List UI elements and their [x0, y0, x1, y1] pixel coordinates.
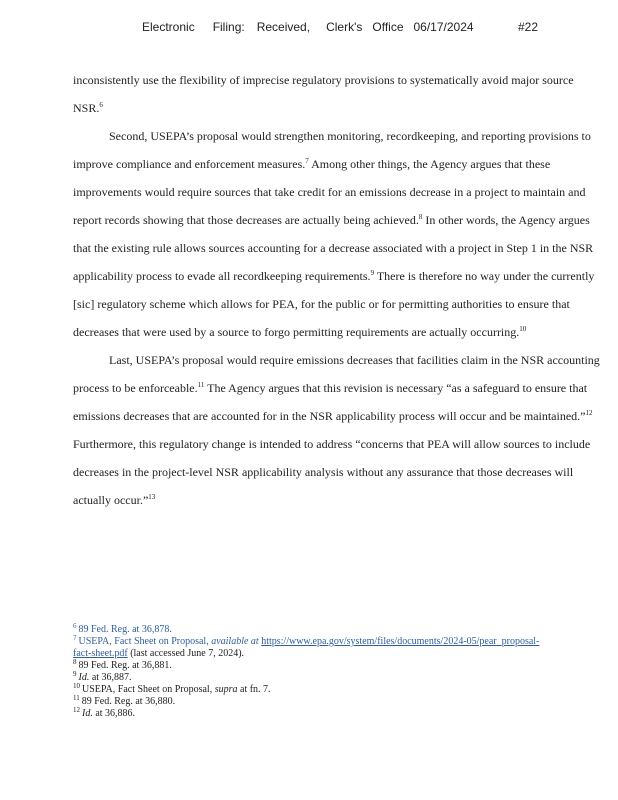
fact-sheet-link[interactable]: https://www.epa.gov/system/files/documents/2024-05/pear_proposal-fact-sheet.pdf — [73, 636, 540, 659]
footnote-ref: 9 — [370, 269, 375, 277]
paragraph-continuation — [73, 66, 601, 122]
paragraph-text: Among other things, the Agency argues that these improvements would require sources that take credit for an emissions decrease in a project to maintain and report records showing that those decreases are actually being achieved. — [73, 157, 586, 227]
footnote-11: $^{11}$ 89 Fed. Reg. at 36,880. — [73, 693, 176, 707]
paragraph-text: There is therefore no way under the currently [sic] regulatory scheme which allows for PEA, for the public or for permitting authorities to ensure that decreases that were used by a source to forgo permitting requirements are actually occurring. — [73, 269, 595, 339]
footnote-7: $^7$ USEPA, Fact Sheet on Proposal, available at https://www.epa.gov/system/files/documents/2024-05/pear_proposal-fact-sheet.pdf (last accessed June 7, 2024). — [73, 633, 540, 659]
paragraph-text: Furthermore, this regulatory change is intended to address “concerns that PEA will allow sources to include decreases in the project-level NSR applicability analysis without any assurance that those decreases will actually occur.” — [73, 437, 591, 507]
footnote-10: $^{10}$ USEPA, Fact Sheet on Proposal, supra at fn. 7. — [73, 681, 271, 695]
paragraph-second — [73, 122, 601, 346]
footnote-ref: 6 — [99, 101, 103, 109]
footnote-9: $^9$ Id. at 36,887. — [73, 669, 132, 683]
footnote-ref: 11 — [197, 381, 205, 389]
header-office: Office — [372, 20, 404, 34]
footnote-ref: 10 — [519, 325, 527, 333]
footnote-ref: 12 — [585, 409, 593, 417]
footnote-6: $^6$ 89 Fed. Reg. at 36,878. — [73, 621, 172, 635]
footnotes — [73, 621, 553, 720]
document-body — [73, 66, 601, 514]
paragraph-text: Last, USEPA’s proposal would require emissions decreases that facilities claim in the NSR accounting process to be enforceable. — [73, 353, 600, 395]
paragraph-text: inconsistently use the flexibility of imprecise regulatory provisions to systematically avoid major source NSR. — [73, 73, 574, 115]
header-filing: Filing: — [212, 20, 245, 34]
footnote-12: $^{12}$ Id. at 36,886. — [73, 705, 136, 719]
page-number: #22 — [518, 20, 539, 34]
header-received: Received, — [256, 20, 311, 34]
paragraph-text: The Agency argues that this revision is necessary “as a safeguard to ensure that emissions decreases that are accounted for in the NSR applicability process will occur and be maintained.” — [73, 381, 588, 423]
paragraph-text: Second, USEPA’s proposal would strengthen monitoring, recordkeeping, and reporting provisions to improve compliance and enforcement measures. — [73, 129, 591, 171]
header-electronic: Electronic — [142, 20, 195, 34]
header-clerks: Clerk's — [326, 20, 363, 34]
filing-header — [142, 20, 474, 34]
paragraph-last — [73, 346, 601, 514]
footnote-ref: 8 — [418, 213, 423, 221]
footnote-ref: 13 — [148, 493, 156, 501]
footnote-ref: 7 — [305, 157, 309, 165]
footnote-8: $^8$ 89 Fed. Reg. at 36,881. — [73, 657, 172, 671]
header-date: 06/17/2024 — [413, 20, 474, 34]
paragraph-text: In other words, the Agency argues that the existing rule allows sources accounting for a decrease associated with a project in Step 1 in the NSR applicability process to evade all recordkeeping requirements. — [73, 213, 594, 283]
